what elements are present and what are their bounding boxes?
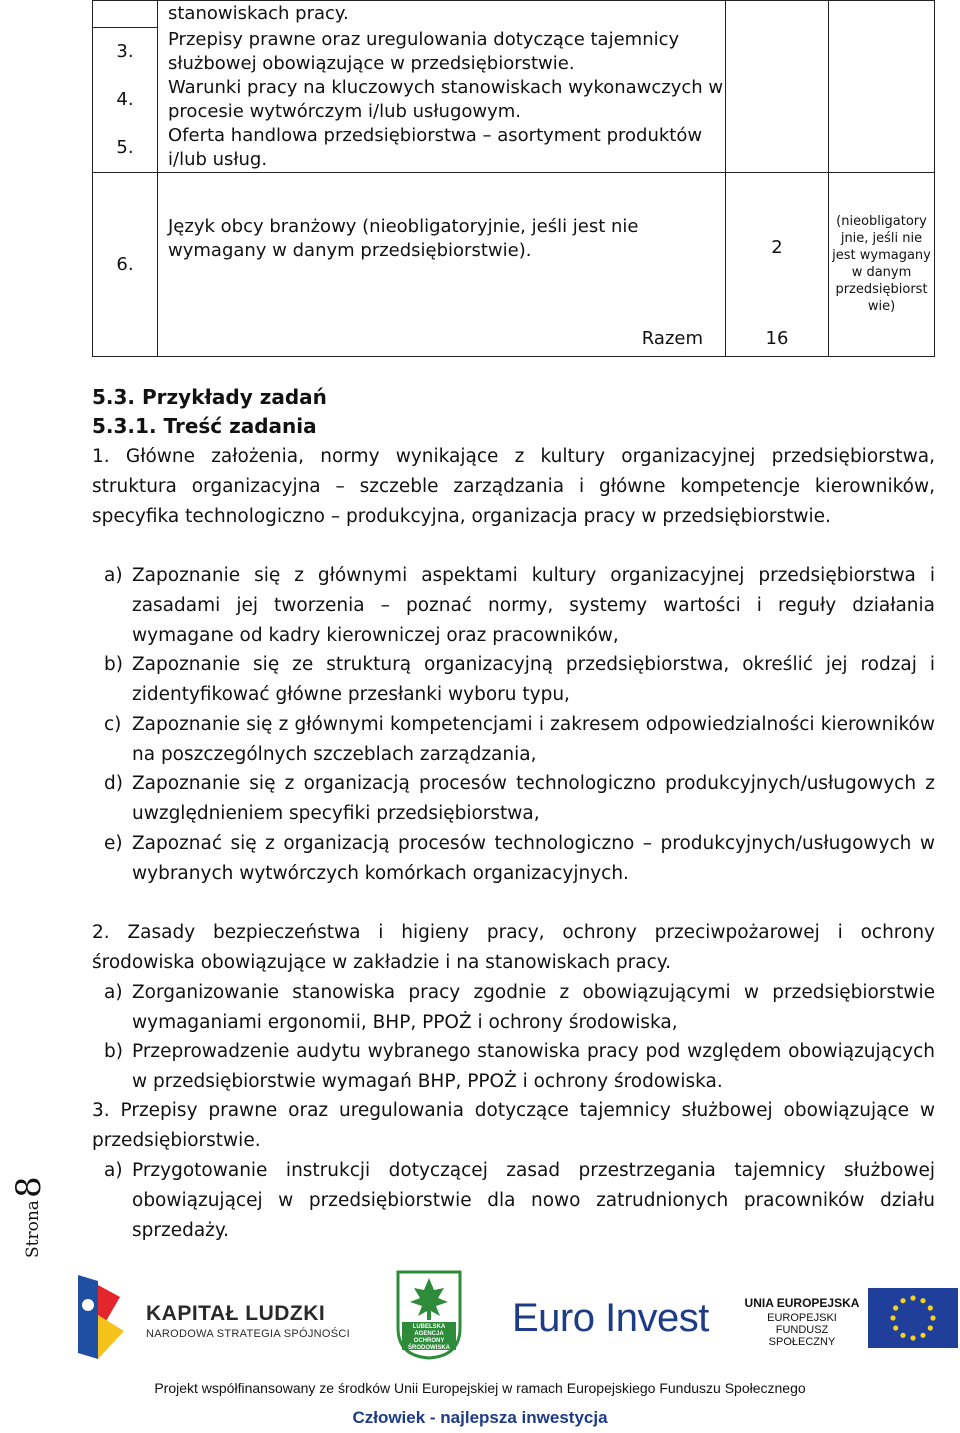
list-text: Zapoznanie się z głównymi aspektami kultury organizacyjnej przedsiębiorstwa i zasadami jej tworzenia – poznać normy, systemy wartości i reguły działania wymagane od kadry kierowniczej oraz pracowników, [132, 565, 935, 646]
list-text: Przeprowadzenie audytu wybranego stanowiska pracy pod względem obowiązujących w przedsiębiorstwie wymagań BHP, PPOŻ i ochrony środowiska. [132, 1041, 935, 1092]
row-description: Przepisy prawne oraz uregulowania dotyczące tajemnicy służbowej obowiązujące w przedsiębiorstwie. [158, 28, 726, 76]
page-marker-word: Strona [23, 1200, 43, 1258]
eu-star-icon [928, 1325, 933, 1330]
list-text: Zapoznanie się z organizacją procesów technologiczno produkcyjnych/usługowych z uwzględnieniem specyfiki przedsiębiorstwa, [132, 773, 935, 824]
eu-star-icon [900, 1333, 905, 1338]
eu-star-icon [930, 1315, 935, 1320]
ue-sub1: EUROPEJSKI [767, 1312, 837, 1324]
total-value: 16 [726, 322, 829, 356]
list-label: b) [104, 654, 123, 675]
list-label: a) [104, 982, 123, 1003]
row-hours: 2 [726, 172, 829, 322]
kapital-ludzki-title: KAPITAŁ LUDZKI [146, 1302, 326, 1325]
list-label: b) [104, 1041, 123, 1062]
row-description: Oferta handlowa przedsiębiorstwa – asortyment produktów i/lub usług. [158, 124, 726, 173]
row-description: Warunki pracy na kluczowych stanowiskach wykonawczych w procesie wytwórczym i/lub usługowym. [158, 76, 726, 124]
row-number: 4. [93, 76, 158, 124]
row-description: Język obcy branżowy (nieobligatoryjnie, jeśli jest nie wymagany w danym przedsiębiorstwie). [158, 172, 726, 322]
eu-star-icon [910, 1335, 915, 1340]
list-text: Zapoznać się z organizacją procesów technologiczno – produkcyjnych/usługowych w wybranych wytwórczych komórkach organizacyjnych. [132, 833, 935, 884]
eu-star-icon [890, 1315, 895, 1320]
row-number [93, 1, 158, 28]
table-row [93, 1, 935, 28]
footer-slogan: Człowiek - najlepsza inwestycja [352, 1408, 608, 1427]
ue-text-block [742, 1296, 862, 1348]
eu-star-icon [893, 1325, 898, 1330]
row-note [829, 1, 935, 173]
eu-star-icon [910, 1295, 915, 1300]
row-description: stanowiskach pracy. [158, 1, 726, 28]
eu-star-icon [928, 1305, 933, 1310]
euro-invest-logo: Euro Invest [512, 1296, 709, 1340]
task-2-intro: 2. Zasady bezpieczeństwa i higieny pracy, ochrony przeciwpożarowej i ochrony środowiska obowiązujące w zakładzie i na stanowiskach pracy. [92, 922, 935, 973]
kapital-ludzki-logo-icon [68, 1275, 128, 1359]
ue-sub2: FUNDUSZ SPOŁECZNY [768, 1324, 836, 1348]
list-label: c) [104, 714, 122, 735]
table-row [93, 172, 935, 322]
list-label: a) [104, 1160, 123, 1181]
list-text: Przygotowanie instrukcji dotyczącej zasad przestrzegania tajemnicy służbowej obowiązującej w przedsiębiorstwie dla nowo zatrudnionych pracowników działu sprzedaży. [132, 1160, 935, 1241]
ue-title: UNIA EUROPEJSKA [744, 1296, 860, 1310]
list-label: e) [104, 833, 123, 854]
eu-star-icon [900, 1298, 905, 1303]
list-text: Zapoznanie się z głównymi kompetencjami i zakresem odpowiedzialności kierowników na poszczególnych szczeblach zarządzania, [132, 714, 935, 765]
list-text: Zapoznanie się ze strukturą organizacyjną przedsiębiorstwa, określić jej rodzaj i zidentyfikować główne przesłanki wyboru typu, [132, 654, 935, 705]
task-3-intro: 3. Przepisy prawne oraz uregulowania dotyczące tajemnicy służbowej obowiązujące w przedsiębiorstwie. [92, 1100, 935, 1151]
total-row [93, 322, 935, 356]
eu-star-icon [920, 1333, 925, 1338]
program-table [92, 0, 935, 357]
eu-star-icon [920, 1298, 925, 1303]
eu-star-icon [893, 1305, 898, 1310]
page-marker [6, 1130, 46, 1270]
list-label: a) [104, 565, 123, 586]
row-number: 6. [93, 172, 158, 356]
section-heading: 5.3. Przykłady zadań [92, 385, 327, 409]
row-hours [726, 1, 829, 173]
row-number: 3. [93, 28, 158, 76]
footer-funding-line: Projekt współfinansowany ze środków Unii Europejskiej w ramach Europejskiego Funduszu Społecznego [154, 1380, 806, 1396]
eu-flag-icon [868, 1288, 958, 1348]
list-label: d) [104, 773, 123, 794]
page-marker-number: 8 [9, 1176, 46, 1198]
row-number: 5. [93, 124, 158, 173]
kapital-ludzki-subtitle: NARODOWA STRATEGIA SPÓJNOŚCI [146, 1328, 350, 1340]
total-label: Razem [158, 322, 726, 356]
laos-logo-text: LUBELSKA AGENCJA OCHRONY ŚRODOWISKA [408, 1324, 450, 1351]
task-1-intro: 1. Główne założenia, normy wynikające z kultury organizacyjnej przedsiębiorstwa, struktura organizacyjna – szczeble zarządzania i główne kompetencje kierowników, specyfika technologiczno – produkcyjna, organizacja pracy w przedsiębiorstwie. [92, 446, 935, 527]
list-text: Zorganizowanie stanowiska pracy zgodnie z obowiązującymi w przedsiębiorstwie wymaganiami ergonomii, BHP, PPOŻ i ochrony środowiska, [132, 982, 935, 1033]
row-note: (nieobligatory jnie, jeśli nie jest wymagany w danym przedsiębiorst wie) [829, 172, 935, 356]
section-subheading: 5.3.1. Treść zadania [92, 414, 317, 438]
